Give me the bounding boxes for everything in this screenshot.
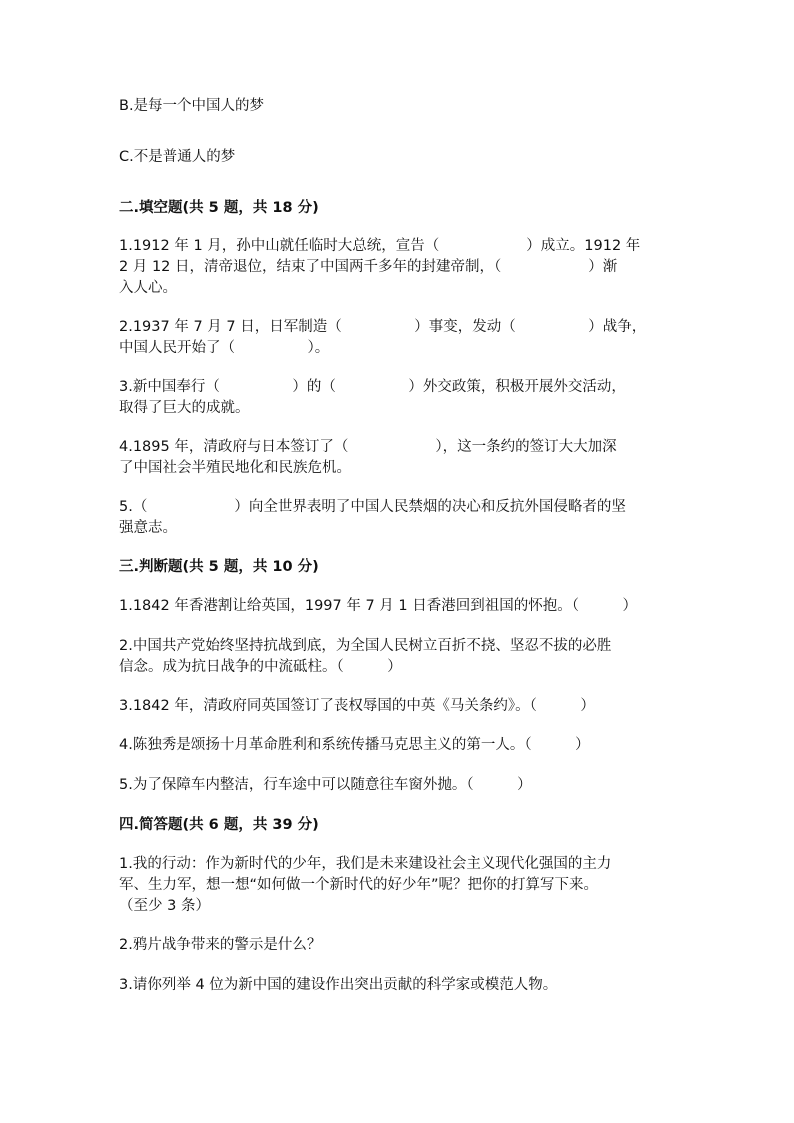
option-b: B.是每一个中国人的梦 [119, 98, 265, 114]
option-c: C.不是普通人的梦 [119, 149, 236, 165]
section-short-answer-title: 四.简答题(共 6 题，共 39 分) [119, 817, 319, 833]
fill-q2-line2: 中国人民开始了（ ）。 [119, 340, 330, 356]
judge-q4: 4.陈独秀是颂扬十月革命胜利和系统传播马克思主义的第一人。（ ） [119, 737, 590, 753]
answer-q1-line3: （至少 3 条） [119, 898, 210, 914]
fill-q1-line2: 2 月 12 日，清帝退位，结束了中国两千多年的封建帝制，（ ）渐 [119, 259, 618, 275]
judge-q5: 5.为了保障车内整洁，行车途中可以随意往车窗外抛。（ ） [119, 777, 532, 793]
fill-q4-line2: 了中国社会半殖民地化和民族危机。 [119, 460, 351, 476]
judge-q2-line2: 信念。成为抗日战争的中流砥柱。（ ） [119, 659, 402, 675]
judge-q2-line1: 2.中国共产党始终坚持抗战到底，为全国人民树立百折不挠、坚忍不拔的必胜 [119, 638, 612, 654]
fill-q5-line2: 强意志。 [119, 520, 177, 536]
fill-q5-line1: 5.（ ）向全世界表明了中国人民禁烟的决心和反抗外国侵略者的坚 [119, 499, 626, 515]
fill-q4-line1: 4.1895 年，清政府与日本签订了（ ），这一条约的签订大大加深 [119, 439, 617, 455]
section-fill-blank-title: 二.填空题(共 5 题，共 18 分) [119, 200, 319, 216]
fill-q1-line1: 1.1912 年 1 月，孙中山就任临时大总统，宣告（ ）成立。1912 年 [119, 238, 641, 254]
answer-q3: 3.请你列举 4 位为新中国的建设作出突出贡献的科学家或模范人物。 [119, 977, 558, 993]
fill-q2-line1: 2.1937 年 7 月 7 日，日军制造（ ）事变，发动（ ）战争， [119, 319, 647, 335]
answer-q2: 2.鸦片战争带来的警示是什么？ [119, 937, 322, 953]
section-true-false-title: 三.判断题(共 5 题，共 10 分) [119, 559, 319, 575]
fill-q3-line2: 取得了巨大的成就。 [119, 400, 250, 416]
judge-q3: 3.1842 年，清政府同英国签订了丧权辱国的中英《马关条约》。（ ） [119, 698, 595, 714]
judge-q1: 1.1842 年香港割让给英国，1997 年 7 月 1 日香港回到祖国的怀抱。（ ） [119, 598, 637, 614]
answer-q1-line2: 军、生力军，想一想“如何做一个新时代的好少年”呢？把你的打算写下来。 [119, 877, 599, 893]
fill-q1-line3: 入人心。 [119, 280, 177, 296]
answer-q1-line1: 1.我的行动：作为新时代的少年，我们是未来建设社会主义现代化强国的主力 [119, 856, 612, 872]
fill-q3-line1: 3.新中国奉行（ ）的（ ）外交政策，积极开展外交活动， [119, 379, 626, 395]
